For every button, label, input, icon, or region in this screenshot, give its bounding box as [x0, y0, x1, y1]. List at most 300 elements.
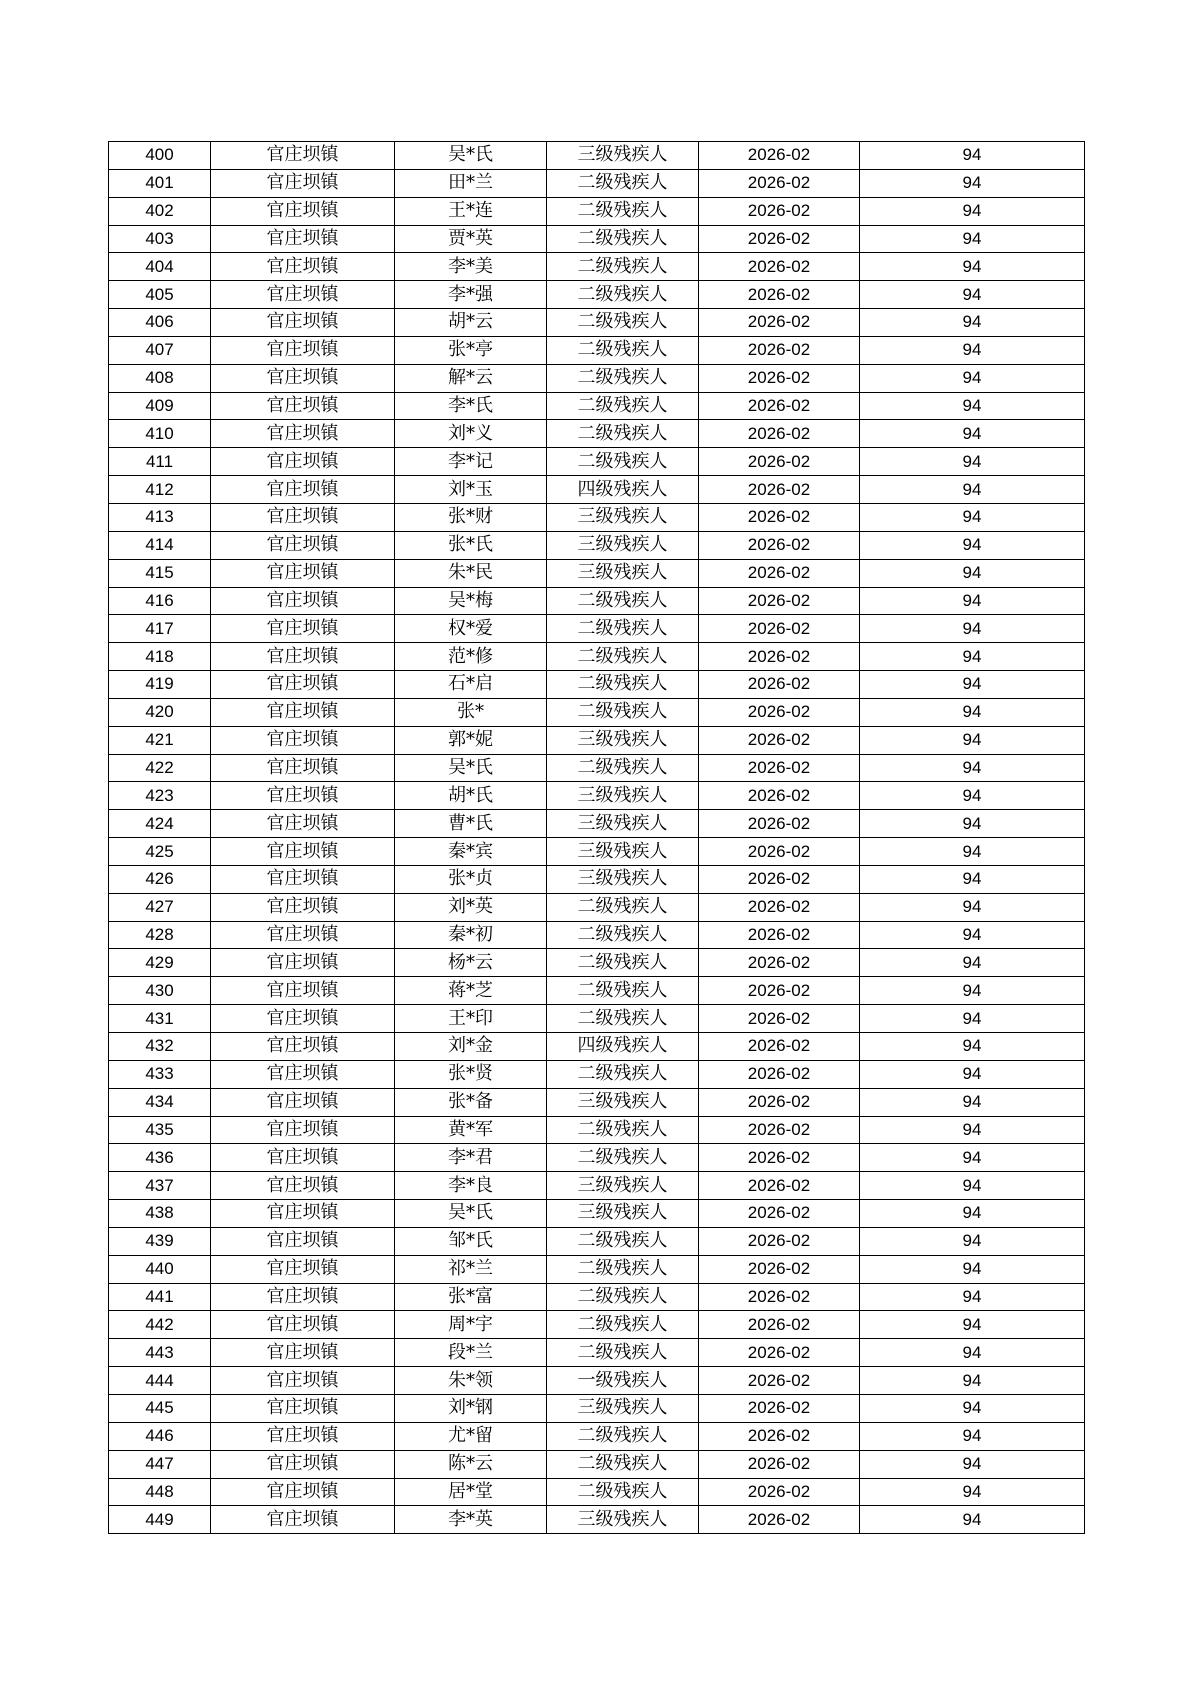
disability-level-cell: 二级残疾人 — [547, 1116, 699, 1144]
township-cell: 官庄坝镇 — [211, 1367, 395, 1395]
month-cell: 2026-02 — [699, 921, 860, 949]
name-cell: 权*爱 — [395, 615, 547, 643]
month-cell: 2026-02 — [699, 1227, 860, 1255]
row-number-cell: 415 — [109, 559, 211, 587]
row-number-cell: 406 — [109, 309, 211, 337]
amount-cell: 94 — [860, 1478, 1085, 1506]
table-row — [109, 420, 1085, 448]
disability-level-cell: 二级残疾人 — [547, 1144, 699, 1172]
township-cell: 官庄坝镇 — [211, 1033, 395, 1061]
amount-cell: 94 — [860, 1367, 1085, 1395]
disability-level-cell: 二级残疾人 — [547, 336, 699, 364]
table-row — [109, 643, 1085, 671]
amount-cell: 94 — [860, 1005, 1085, 1033]
month-cell: 2026-02 — [699, 1088, 860, 1116]
disability-level-cell: 二级残疾人 — [547, 420, 699, 448]
disability-level-cell: 二级残疾人 — [547, 253, 699, 281]
disability-level-cell: 二级残疾人 — [547, 1478, 699, 1506]
month-cell: 2026-02 — [699, 838, 860, 866]
amount-cell: 94 — [860, 503, 1085, 531]
amount-cell: 94 — [860, 1033, 1085, 1061]
disability-level-cell: 三级残疾人 — [547, 782, 699, 810]
table-row — [109, 1088, 1085, 1116]
disability-level-cell: 二级残疾人 — [547, 1005, 699, 1033]
township-cell: 官庄坝镇 — [211, 949, 395, 977]
township-cell: 官庄坝镇 — [211, 1283, 395, 1311]
month-cell: 2026-02 — [699, 698, 860, 726]
disability-level-cell: 二级残疾人 — [547, 1311, 699, 1339]
township-cell: 官庄坝镇 — [211, 1116, 395, 1144]
row-number-cell: 439 — [109, 1227, 211, 1255]
table-row — [109, 949, 1085, 977]
allowance-table — [108, 141, 1085, 1534]
name-cell: 李*强 — [395, 281, 547, 309]
amount-cell: 94 — [860, 448, 1085, 476]
township-cell: 官庄坝镇 — [211, 336, 395, 364]
amount-cell: 94 — [860, 1450, 1085, 1478]
disability-level-cell: 二级残疾人 — [547, 1339, 699, 1367]
row-number-cell: 423 — [109, 782, 211, 810]
table-body — [109, 142, 1085, 1534]
disability-level-cell: 三级残疾人 — [547, 726, 699, 754]
table-row — [109, 336, 1085, 364]
disability-level-cell: 二级残疾人 — [547, 1255, 699, 1283]
amount-cell: 94 — [860, 921, 1085, 949]
month-cell: 2026-02 — [699, 392, 860, 420]
township-cell: 官庄坝镇 — [211, 754, 395, 782]
amount-cell: 94 — [860, 364, 1085, 392]
month-cell: 2026-02 — [699, 309, 860, 337]
name-cell: 贾*英 — [395, 225, 547, 253]
amount-cell: 94 — [860, 197, 1085, 225]
township-cell: 官庄坝镇 — [211, 643, 395, 671]
amount-cell: 94 — [860, 1255, 1085, 1283]
month-cell: 2026-02 — [699, 810, 860, 838]
amount-cell: 94 — [860, 1172, 1085, 1200]
amount-cell: 94 — [860, 1311, 1085, 1339]
table-row — [109, 671, 1085, 699]
name-cell: 张*备 — [395, 1088, 547, 1116]
month-cell: 2026-02 — [699, 1394, 860, 1422]
township-cell: 官庄坝镇 — [211, 1088, 395, 1116]
row-number-cell: 443 — [109, 1339, 211, 1367]
township-cell: 官庄坝镇 — [211, 503, 395, 531]
month-cell: 2026-02 — [699, 1200, 860, 1228]
name-cell: 王*印 — [395, 1005, 547, 1033]
disability-level-cell: 一级残疾人 — [547, 1367, 699, 1395]
table-row — [109, 698, 1085, 726]
disability-level-cell: 二级残疾人 — [547, 169, 699, 197]
table-row — [109, 364, 1085, 392]
month-cell: 2026-02 — [699, 865, 860, 893]
disability-level-cell: 二级残疾人 — [547, 448, 699, 476]
table-row — [109, 253, 1085, 281]
township-cell: 官庄坝镇 — [211, 392, 395, 420]
month-cell: 2026-02 — [699, 1311, 860, 1339]
township-cell: 官庄坝镇 — [211, 309, 395, 337]
disability-level-cell: 三级残疾人 — [547, 1088, 699, 1116]
table-row — [109, 1422, 1085, 1450]
row-number-cell: 412 — [109, 476, 211, 504]
amount-cell: 94 — [860, 726, 1085, 754]
table-row — [109, 1283, 1085, 1311]
table-row — [109, 1450, 1085, 1478]
township-cell: 官庄坝镇 — [211, 1172, 395, 1200]
name-cell: 张*贞 — [395, 865, 547, 893]
township-cell: 官庄坝镇 — [211, 1478, 395, 1506]
name-cell: 吴*氏 — [395, 1200, 547, 1228]
month-cell: 2026-02 — [699, 531, 860, 559]
disability-level-cell: 二级残疾人 — [547, 587, 699, 615]
month-cell: 2026-02 — [699, 559, 860, 587]
name-cell: 尤*留 — [395, 1422, 547, 1450]
township-cell: 官庄坝镇 — [211, 893, 395, 921]
table-row — [109, 1200, 1085, 1228]
row-number-cell: 419 — [109, 671, 211, 699]
table-row — [109, 726, 1085, 754]
row-number-cell: 447 — [109, 1450, 211, 1478]
amount-cell: 94 — [860, 1088, 1085, 1116]
amount-cell: 94 — [860, 1060, 1085, 1088]
table-row — [109, 281, 1085, 309]
name-cell: 吴*梅 — [395, 587, 547, 615]
amount-cell: 94 — [860, 893, 1085, 921]
name-cell: 李*君 — [395, 1144, 547, 1172]
disability-level-cell: 二级残疾人 — [547, 1450, 699, 1478]
table-row — [109, 1311, 1085, 1339]
table-row — [109, 1506, 1085, 1534]
amount-cell: 94 — [860, 643, 1085, 671]
amount-cell: 94 — [860, 698, 1085, 726]
month-cell: 2026-02 — [699, 1116, 860, 1144]
amount-cell: 94 — [860, 253, 1085, 281]
month-cell: 2026-02 — [699, 1450, 860, 1478]
name-cell: 田*兰 — [395, 169, 547, 197]
table-row — [109, 559, 1085, 587]
name-cell: 刘*英 — [395, 893, 547, 921]
month-cell: 2026-02 — [699, 420, 860, 448]
name-cell: 吴*氏 — [395, 142, 547, 170]
disability-level-cell: 三级残疾人 — [547, 142, 699, 170]
disability-level-cell: 二级残疾人 — [547, 197, 699, 225]
disability-level-cell: 三级残疾人 — [547, 531, 699, 559]
month-cell: 2026-02 — [699, 1144, 860, 1172]
month-cell: 2026-02 — [699, 726, 860, 754]
amount-cell: 94 — [860, 336, 1085, 364]
disability-level-cell: 二级残疾人 — [547, 643, 699, 671]
amount-cell: 94 — [860, 671, 1085, 699]
row-number-cell: 400 — [109, 142, 211, 170]
month-cell: 2026-02 — [699, 893, 860, 921]
month-cell: 2026-02 — [699, 1506, 860, 1534]
amount-cell: 94 — [860, 1339, 1085, 1367]
month-cell: 2026-02 — [699, 142, 860, 170]
amount-cell: 94 — [860, 1116, 1085, 1144]
table-row — [109, 1255, 1085, 1283]
table-row — [109, 476, 1085, 504]
row-number-cell: 411 — [109, 448, 211, 476]
row-number-cell: 401 — [109, 169, 211, 197]
name-cell: 范*修 — [395, 643, 547, 671]
row-number-cell: 449 — [109, 1506, 211, 1534]
month-cell: 2026-02 — [699, 1367, 860, 1395]
township-cell: 官庄坝镇 — [211, 559, 395, 587]
amount-cell: 94 — [860, 977, 1085, 1005]
month-cell: 2026-02 — [699, 615, 860, 643]
table-row — [109, 309, 1085, 337]
month-cell: 2026-02 — [699, 169, 860, 197]
township-cell: 官庄坝镇 — [211, 977, 395, 1005]
month-cell: 2026-02 — [699, 336, 860, 364]
township-cell: 官庄坝镇 — [211, 225, 395, 253]
amount-cell: 94 — [860, 1506, 1085, 1534]
disability-level-cell: 二级残疾人 — [547, 1060, 699, 1088]
township-cell: 官庄坝镇 — [211, 921, 395, 949]
disability-level-cell: 二级残疾人 — [547, 1227, 699, 1255]
name-cell: 胡*云 — [395, 309, 547, 337]
month-cell: 2026-02 — [699, 782, 860, 810]
table-row — [109, 1367, 1085, 1395]
month-cell: 2026-02 — [699, 364, 860, 392]
amount-cell: 94 — [860, 420, 1085, 448]
township-cell: 官庄坝镇 — [211, 865, 395, 893]
row-number-cell: 434 — [109, 1088, 211, 1116]
township-cell: 官庄坝镇 — [211, 1255, 395, 1283]
row-number-cell: 437 — [109, 1172, 211, 1200]
disability-level-cell: 二级残疾人 — [547, 1422, 699, 1450]
township-cell: 官庄坝镇 — [211, 1227, 395, 1255]
name-cell: 刘*钢 — [395, 1394, 547, 1422]
month-cell: 2026-02 — [699, 1422, 860, 1450]
disability-level-cell: 二级残疾人 — [547, 225, 699, 253]
row-number-cell: 420 — [109, 698, 211, 726]
month-cell: 2026-02 — [699, 977, 860, 1005]
table-row — [109, 1227, 1085, 1255]
disability-level-cell: 二级残疾人 — [547, 921, 699, 949]
row-number-cell: 426 — [109, 865, 211, 893]
disability-level-cell: 二级残疾人 — [547, 1283, 699, 1311]
row-number-cell: 433 — [109, 1060, 211, 1088]
name-cell: 居*堂 — [395, 1478, 547, 1506]
amount-cell: 94 — [860, 1144, 1085, 1172]
disability-level-cell: 二级残疾人 — [547, 949, 699, 977]
amount-cell: 94 — [860, 949, 1085, 977]
disability-level-cell: 二级残疾人 — [547, 364, 699, 392]
name-cell: 杨*云 — [395, 949, 547, 977]
township-cell: 官庄坝镇 — [211, 448, 395, 476]
amount-cell: 94 — [860, 1227, 1085, 1255]
amount-cell: 94 — [860, 1394, 1085, 1422]
row-number-cell: 427 — [109, 893, 211, 921]
table-row — [109, 865, 1085, 893]
name-cell: 李*良 — [395, 1172, 547, 1200]
table-row — [109, 1033, 1085, 1061]
disability-level-cell: 三级残疾人 — [547, 865, 699, 893]
name-cell: 邹*氏 — [395, 1227, 547, 1255]
name-cell: 周*宇 — [395, 1311, 547, 1339]
month-cell: 2026-02 — [699, 1255, 860, 1283]
month-cell: 2026-02 — [699, 754, 860, 782]
month-cell: 2026-02 — [699, 503, 860, 531]
name-cell: 秦*宾 — [395, 838, 547, 866]
month-cell: 2026-02 — [699, 225, 860, 253]
table-row — [109, 782, 1085, 810]
amount-cell: 94 — [860, 559, 1085, 587]
disability-level-cell: 二级残疾人 — [547, 671, 699, 699]
township-cell: 官庄坝镇 — [211, 1506, 395, 1534]
township-cell: 官庄坝镇 — [211, 1005, 395, 1033]
township-cell: 官庄坝镇 — [211, 531, 395, 559]
amount-cell: 94 — [860, 476, 1085, 504]
disability-level-cell: 三级残疾人 — [547, 1200, 699, 1228]
row-number-cell: 435 — [109, 1116, 211, 1144]
township-cell: 官庄坝镇 — [211, 364, 395, 392]
row-number-cell: 410 — [109, 420, 211, 448]
row-number-cell: 424 — [109, 810, 211, 838]
disability-level-cell: 三级残疾人 — [547, 838, 699, 866]
month-cell: 2026-02 — [699, 643, 860, 671]
table-row — [109, 1060, 1085, 1088]
amount-cell: 94 — [860, 1283, 1085, 1311]
table-row — [109, 1005, 1085, 1033]
month-cell: 2026-02 — [699, 1005, 860, 1033]
amount-cell: 94 — [860, 754, 1085, 782]
name-cell: 张* — [395, 698, 547, 726]
name-cell: 祁*兰 — [395, 1255, 547, 1283]
amount-cell: 94 — [860, 838, 1085, 866]
name-cell: 曹*氏 — [395, 810, 547, 838]
township-cell: 官庄坝镇 — [211, 782, 395, 810]
amount-cell: 94 — [860, 1422, 1085, 1450]
table-row — [109, 1478, 1085, 1506]
month-cell: 2026-02 — [699, 281, 860, 309]
table-row — [109, 169, 1085, 197]
name-cell: 刘*金 — [395, 1033, 547, 1061]
month-cell: 2026-02 — [699, 1033, 860, 1061]
amount-cell: 94 — [860, 309, 1085, 337]
table-row — [109, 587, 1085, 615]
month-cell: 2026-02 — [699, 1172, 860, 1200]
disability-level-cell: 四级残疾人 — [547, 476, 699, 504]
table-row — [109, 754, 1085, 782]
name-cell: 胡*氏 — [395, 782, 547, 810]
table-row — [109, 448, 1085, 476]
row-number-cell: 417 — [109, 615, 211, 643]
name-cell: 王*连 — [395, 197, 547, 225]
name-cell: 朱*领 — [395, 1367, 547, 1395]
township-cell: 官庄坝镇 — [211, 197, 395, 225]
township-cell: 官庄坝镇 — [211, 420, 395, 448]
township-cell: 官庄坝镇 — [211, 726, 395, 754]
amount-cell: 94 — [860, 587, 1085, 615]
amount-cell: 94 — [860, 225, 1085, 253]
month-cell: 2026-02 — [699, 253, 860, 281]
row-number-cell: 421 — [109, 726, 211, 754]
row-number-cell: 425 — [109, 838, 211, 866]
disability-level-cell: 四级残疾人 — [547, 1033, 699, 1061]
township-cell: 官庄坝镇 — [211, 169, 395, 197]
name-cell: 张*财 — [395, 503, 547, 531]
month-cell: 2026-02 — [699, 1339, 860, 1367]
name-cell: 吴*氏 — [395, 754, 547, 782]
month-cell: 2026-02 — [699, 448, 860, 476]
row-number-cell: 444 — [109, 1367, 211, 1395]
month-cell: 2026-02 — [699, 476, 860, 504]
table-row — [109, 1172, 1085, 1200]
name-cell: 张*氏 — [395, 531, 547, 559]
name-cell: 秦*初 — [395, 921, 547, 949]
table-row — [109, 1339, 1085, 1367]
township-cell: 官庄坝镇 — [211, 1060, 395, 1088]
row-number-cell: 442 — [109, 1311, 211, 1339]
disability-level-cell: 三级残疾人 — [547, 559, 699, 587]
disability-level-cell: 三级残疾人 — [547, 1172, 699, 1200]
month-cell: 2026-02 — [699, 671, 860, 699]
name-cell: 刘*义 — [395, 420, 547, 448]
name-cell: 张*富 — [395, 1283, 547, 1311]
name-cell: 陈*云 — [395, 1450, 547, 1478]
row-number-cell: 402 — [109, 197, 211, 225]
township-cell: 官庄坝镇 — [211, 698, 395, 726]
table-row — [109, 1116, 1085, 1144]
row-number-cell: 416 — [109, 587, 211, 615]
amount-cell: 94 — [860, 531, 1085, 559]
township-cell: 官庄坝镇 — [211, 1422, 395, 1450]
row-number-cell: 438 — [109, 1200, 211, 1228]
disability-level-cell: 二级残疾人 — [547, 615, 699, 643]
disability-level-cell: 二级残疾人 — [547, 281, 699, 309]
township-cell: 官庄坝镇 — [211, 615, 395, 643]
table-row — [109, 197, 1085, 225]
disability-level-cell: 二级残疾人 — [547, 977, 699, 1005]
township-cell: 官庄坝镇 — [211, 476, 395, 504]
disability-level-cell: 二级残疾人 — [547, 893, 699, 921]
name-cell: 刘*玉 — [395, 476, 547, 504]
name-cell: 李*氏 — [395, 392, 547, 420]
amount-cell: 94 — [860, 142, 1085, 170]
township-cell: 官庄坝镇 — [211, 1200, 395, 1228]
row-number-cell: 445 — [109, 1394, 211, 1422]
amount-cell: 94 — [860, 615, 1085, 643]
name-cell: 郭*妮 — [395, 726, 547, 754]
row-number-cell: 414 — [109, 531, 211, 559]
amount-cell: 94 — [860, 169, 1085, 197]
table-row — [109, 142, 1085, 170]
amount-cell: 94 — [860, 782, 1085, 810]
township-cell: 官庄坝镇 — [211, 1394, 395, 1422]
township-cell: 官庄坝镇 — [211, 1450, 395, 1478]
table-row — [109, 615, 1085, 643]
township-cell: 官庄坝镇 — [211, 1144, 395, 1172]
row-number-cell: 413 — [109, 503, 211, 531]
row-number-cell: 432 — [109, 1033, 211, 1061]
disability-level-cell: 三级残疾人 — [547, 1394, 699, 1422]
name-cell: 李*美 — [395, 253, 547, 281]
row-number-cell: 404 — [109, 253, 211, 281]
table-row — [109, 977, 1085, 1005]
table-row — [109, 531, 1085, 559]
disability-level-cell: 三级残疾人 — [547, 810, 699, 838]
name-cell: 黄*军 — [395, 1116, 547, 1144]
row-number-cell: 428 — [109, 921, 211, 949]
table-row — [109, 838, 1085, 866]
name-cell: 朱*民 — [395, 559, 547, 587]
name-cell: 蒋*芝 — [395, 977, 547, 1005]
table-row — [109, 1394, 1085, 1422]
row-number-cell: 448 — [109, 1478, 211, 1506]
name-cell: 张*贤 — [395, 1060, 547, 1088]
amount-cell: 94 — [860, 810, 1085, 838]
